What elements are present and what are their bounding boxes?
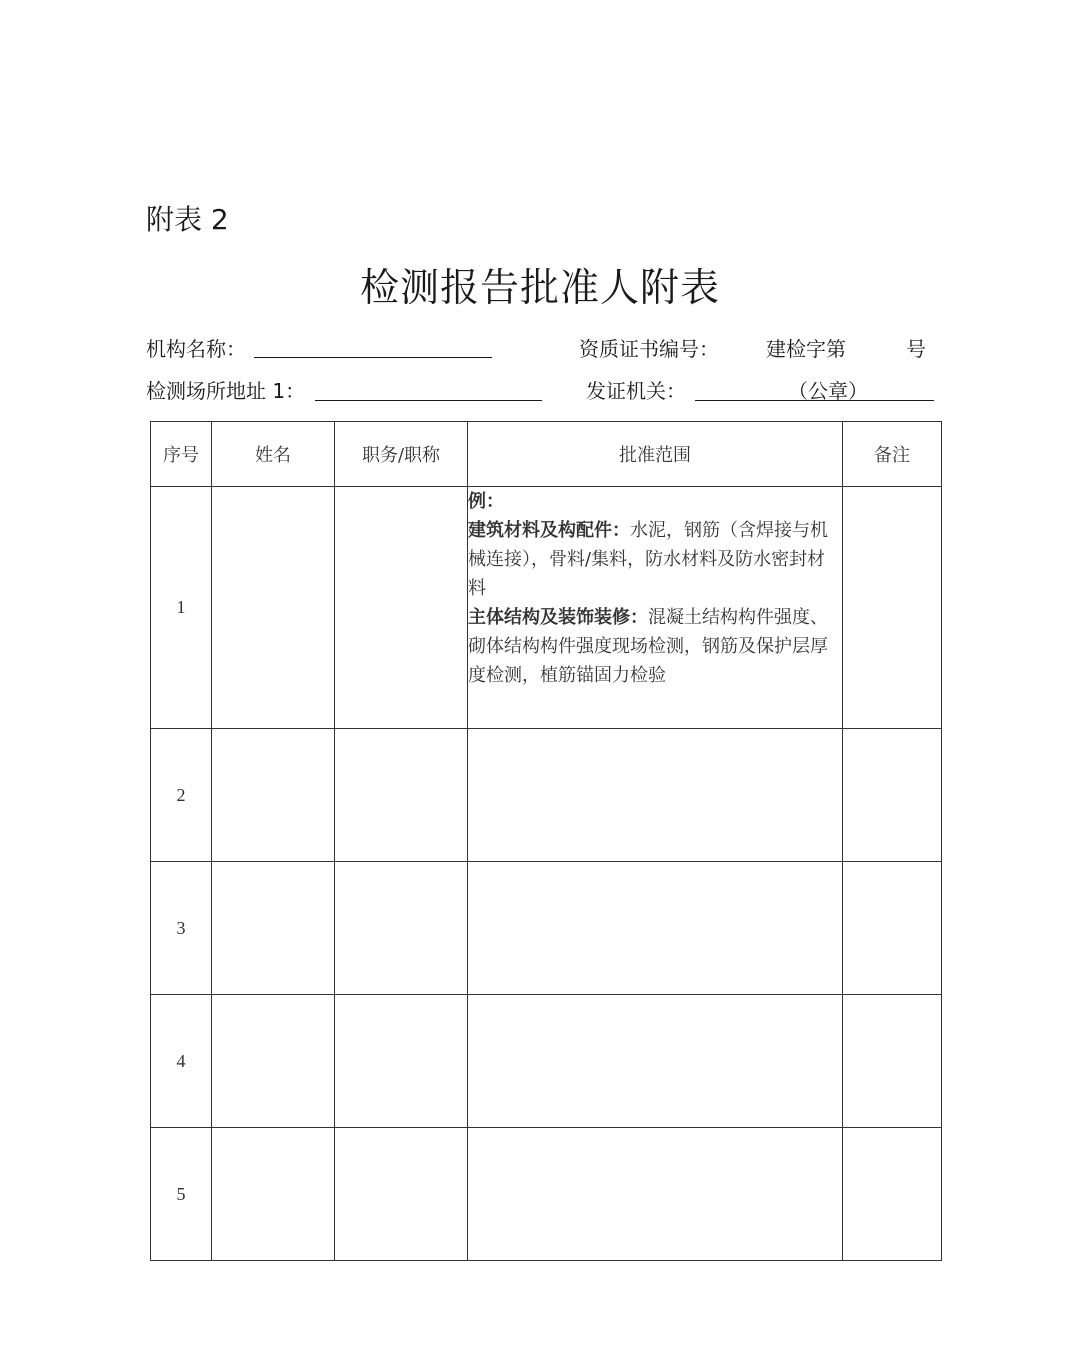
seal-text: （公章） <box>788 379 868 403</box>
header-serial: 序号 <box>151 422 212 487</box>
scope-cell[interactable] <box>468 729 843 862</box>
row-number: 1 <box>151 487 212 729</box>
row-number: 2 <box>151 729 212 862</box>
approver-table <box>150 421 942 1261</box>
title-cell[interactable] <box>335 862 468 995</box>
row-number: 4 <box>151 995 212 1128</box>
site-address-line[interactable] <box>315 400 542 401</box>
title-cell[interactable] <box>335 487 468 729</box>
table-row <box>151 729 942 862</box>
table-row <box>151 1128 942 1261</box>
scope-intro: 例： <box>468 491 504 512</box>
scope-text-2: 混凝土结构构件强度、砌体结构构件强度现场检测，钢筋及保护层厚度检测，植筋锚固力检验 <box>468 607 828 686</box>
table-row <box>151 487 942 729</box>
document-title: 检测报告批准人附表 <box>359 266 720 311</box>
name-cell[interactable] <box>212 1128 335 1261</box>
site-address-label: 检测场所地址 1： <box>146 379 306 403</box>
scope-cell[interactable] <box>468 862 843 995</box>
cert-no-suffix: 号 <box>906 337 926 361</box>
cert-no-prefix: 建检字第 <box>766 337 846 361</box>
row-number: 5 <box>151 1128 212 1261</box>
remarks-cell[interactable] <box>843 995 942 1128</box>
title-cell[interactable] <box>335 1128 468 1261</box>
scope-category-2: 主体结构及装饰装修： <box>468 607 648 628</box>
scope-cell[interactable] <box>468 995 843 1128</box>
table-row <box>151 995 942 1128</box>
issuer-label: 发证机关： <box>586 379 686 403</box>
name-cell[interactable] <box>212 862 335 995</box>
scope-cell[interactable] <box>468 487 843 729</box>
scope-paragraph-2 <box>468 603 842 690</box>
row-number: 3 <box>151 862 212 995</box>
remarks-cell[interactable] <box>843 487 942 729</box>
name-cell[interactable] <box>212 729 335 862</box>
remarks-cell[interactable] <box>843 1128 942 1261</box>
header-remarks: 备注 <box>843 422 942 487</box>
name-cell[interactable] <box>212 995 335 1128</box>
title-cell[interactable] <box>335 995 468 1128</box>
name-cell[interactable] <box>212 487 335 729</box>
org-name-label: 机构名称： <box>146 337 246 361</box>
table-header-row <box>151 422 942 487</box>
header-scope: 批准范围 <box>468 422 843 487</box>
cert-no-label: 资质证书编号： <box>579 337 719 361</box>
remarks-cell[interactable] <box>843 729 942 862</box>
title-cell[interactable] <box>335 729 468 862</box>
annex-label: 附表 2 <box>146 203 229 236</box>
header-name: 姓名 <box>212 422 335 487</box>
scope-cell[interactable] <box>468 1128 843 1261</box>
remarks-cell[interactable] <box>843 862 942 995</box>
header-title: 职务/职称 <box>335 422 468 487</box>
table-row <box>151 862 942 995</box>
scope-category-1: 建筑材料及构配件： <box>468 520 630 541</box>
scope-text-1: 水泥，钢筋（含焊接与机械连接），骨料/集料，防水材料及防水密封材料 <box>468 520 828 599</box>
org-name-line[interactable] <box>254 357 492 358</box>
scope-paragraph-1 <box>468 516 842 603</box>
